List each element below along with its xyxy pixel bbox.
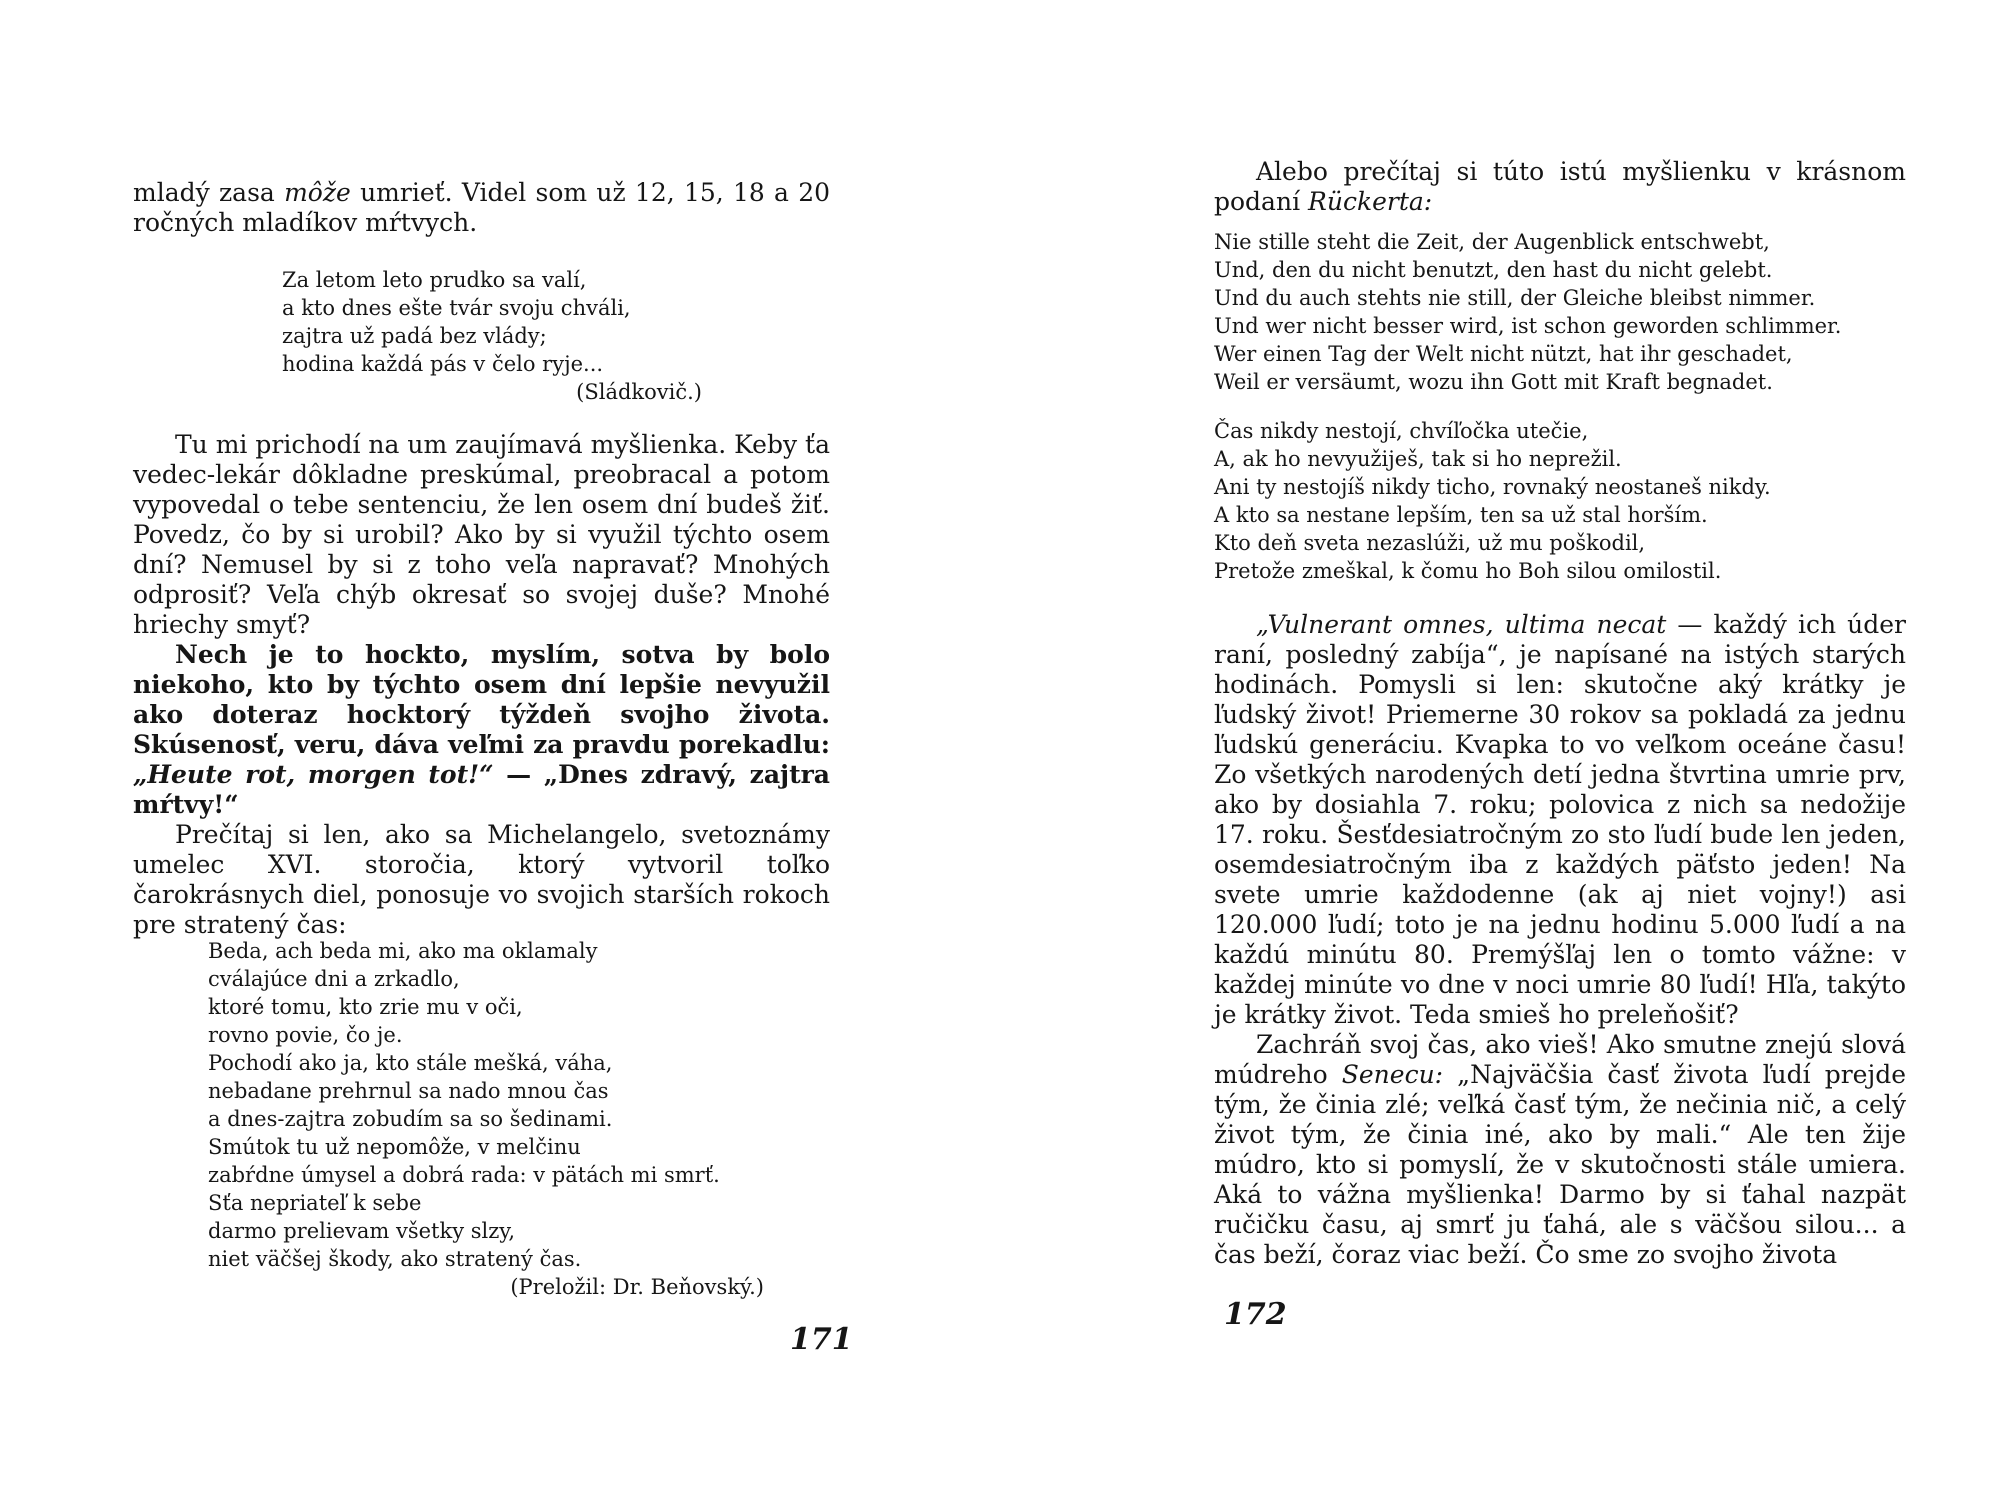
paragraph-vulnerant: [1214, 610, 1906, 1030]
poem-michelangelo: [208, 937, 764, 1301]
page-number-left: 171: [790, 1322, 853, 1357]
poem-line: Nie stille steht die Zeit, der Augenblick entschwebt,: [1214, 230, 1770, 254]
poem-line: Beda, ach beda mi, ako ma oklamaly: [208, 939, 598, 963]
poem-line: Pretože zmeškal, k čomu ho Boh silou omilostil.: [1214, 559, 1722, 583]
left-main-text: [133, 430, 830, 940]
poem-line: nebadane prehrnul sa nado mnou čas: [208, 1079, 609, 1103]
paragraph-text-part: „Najväčšia časť života ľudí prejde tým, že činia zlé; veľká časť tým, že nečinia nič, a celý život tým, že činia iné, ako by mali.“ Ale ten žije múdro, kto si pomyslí, že v skutočnosti stále umiera. Aká to vážna myšlienka! Darmo by si ťahal nazpät ručičku času, aj smrť ju ťahá, ale s väčšou silou... a čas beží, čoraz viac beží. Čo sme zo svojho života: [1214, 1060, 1906, 1269]
poem-line: a dnes-zajtra zobudím sa so šedinami.: [208, 1107, 613, 1131]
poem-line: hodina každá pás v čelo ryje...: [282, 352, 604, 376]
poem-line: Kto deň sveta nezaslúži, už mu poškodil,: [1214, 531, 1646, 555]
paragraph-hockto: [133, 640, 830, 820]
poem-attribution: (Preložil: Dr. Beňovský.): [510, 1275, 764, 1299]
proverb-slovak: — „Dnes zdravý, zajtra mŕtvy!“: [133, 760, 830, 819]
paragraph-text-part: Zachráň svoj čas, ako vieš! Ako smutne znejú slová múdreho: [1214, 1030, 1906, 1089]
intro-italic-name: Rückerta:: [1308, 187, 1433, 216]
poem-german: [1214, 228, 1906, 396]
poem-sladkovic: [282, 266, 702, 406]
poem-line: Smútok tu už nepomôže, v melčinu: [208, 1135, 581, 1159]
right-page: [1000, 0, 2000, 1500]
poem-line: cválajúce dni a zrkadlo,: [208, 967, 460, 991]
poem-line: Und, den du nicht benutzt, den hast du nicht gelebt.: [1214, 258, 1773, 282]
paragraph-seneca: [1214, 1030, 1906, 1270]
opening-text-part: mladý zasa: [133, 178, 285, 207]
poem-line: Ani ty nestojíš nikdy ticho, rovnaký neostaneš nikdy.: [1214, 475, 1771, 499]
opening-text: [133, 178, 830, 238]
opening-paragraph: [133, 178, 830, 238]
paragraph-michelangelo: Prečítaj si len, ako sa Michelangelo, svetoznámy umelec XVI. storočia, ktorý vytvoril toľko čarokrásnych diel, ponosuje vo svojich starších rokoch pre stratený čas:: [133, 820, 830, 939]
poem-line: Čas nikdy nestojí, chvíľočka utečie,: [1214, 419, 1589, 443]
poem-line: ktoré tomu, kto zrie mu v oči,: [208, 995, 523, 1019]
poem-line: a kto dnes ešte tvár svoju chváli,: [282, 296, 631, 320]
opening-italic: môže: [284, 178, 351, 207]
poem-line: zajtra už padá bez vlády;: [282, 324, 547, 348]
paragraph-text-part: — každý ich úder raní, posledný zabíja“, je napísané na istých starých hodinách. Pomysli si len: skutočne aký krátky je ľudský život! Priemerne 30 rokov sa pokladá za jednu ľudskú generáciu. Kvapka to vo veľkom oceáne času! Zo všetkých narodených detí jedna štvrtina umrie prv, ako by dosiahla 7. roku; polovica z nich sa nedožije 17. roku. Šesťdesiatročným zo sto ľudí bude len jeden, osemdesiatročným iba z každých päťsto jeden! Na svete umrie každodenne (ak aj niet vojny!) asi 120.000 ľudí; toto je na jednu hodinu 5.000 ľudí a na každú minútu 80. Premýšľaj len o tomto vážne: v každej minúte vo dne v noci umrie 80 ľudí! Hľa, takýto je krátky život. Teda smieš ho preleňošiť?: [1214, 610, 1907, 1029]
poem-attribution: (Sládkovič.): [576, 380, 702, 404]
poem-line: niet väčšej škody, ako stratený čas.: [208, 1247, 582, 1271]
paragraph-eight-days: Tu mi prichodí na um zaujímavá myšlienka. Keby ťa vedec-lekár dôkladne preskúmal, preobracal a potom vypovedal o tebe sentenciu, že len osem dní budeš žiť. Povedz, čo by si urobil? Ako by si využil týchto osem dní? Nemusel by si z toho veľa napravať? Mnohých odprosiť? Veľa chýb okresať so svojej duše? Mnohé hriechy smyť?: [133, 430, 830, 639]
poem-line: Pochodí ako ja, kto stále mešká, váha,: [208, 1051, 613, 1075]
poem-line: Za letom leto prudko sa valí,: [282, 268, 587, 292]
poem-line: Und du auch stehts nie still, der Gleiche bleibst nimmer.: [1214, 286, 1816, 310]
opening-text-part: umrieť. Videl som už 12, 15, 18 a 20 ročných mladíkov mŕtvych.: [133, 178, 831, 237]
proverb-german: „Heute rot, morgen tot!“: [133, 760, 494, 789]
seneca-name: Senecu:: [1341, 1060, 1444, 1089]
poem-slovak-translation: [1214, 417, 1906, 585]
poem-line: Sťa nepriateľ k sebe: [208, 1191, 422, 1215]
poem-line: darmo prelievam všetky slzy,: [208, 1219, 516, 1243]
poem-line: zabŕdne úmysel a dobrá rada: v pätách mi smrť.: [208, 1163, 720, 1187]
right-intro-text: [1214, 157, 1906, 217]
page-number-right: 172: [1224, 1297, 1287, 1332]
latin-quote: „Vulnerant omnes, ultima necat: [1256, 610, 1667, 639]
poem-line: A kto sa nestane lepším, ten sa už stal horším.: [1214, 503, 1708, 527]
intro-text-part: Alebo prečítaj si túto istú myšlienku v krásnom podaní: [1214, 157, 1906, 216]
right-main-text: [1214, 610, 1906, 1270]
paragraph-text-part: Nech je to hockto, myslím, sotva by bolo niekoho, kto by týchto osem dní lepšie nevyužil ako doteraz hocktorý týždeň svojho života. Skúsenosť, veru, dáva veľmi za pravdu porekadlu:: [133, 640, 830, 759]
poem-line: A, ak ho nevyužiješ, tak si ho neprežil.: [1214, 447, 1622, 471]
poem-line: rovno povie, čo je.: [208, 1023, 403, 1047]
paragraph-rueckert-intro: [1214, 157, 1906, 217]
poem-line: Und wer nicht besser wird, ist schon geworden schlimmer.: [1214, 314, 1842, 338]
poem-line: Weil er versäumt, wozu ihn Gott mit Kraft begnadet.: [1214, 370, 1773, 394]
poem-line: Wer einen Tag der Welt nicht nützt, hat ihr geschadet,: [1214, 342, 1793, 366]
